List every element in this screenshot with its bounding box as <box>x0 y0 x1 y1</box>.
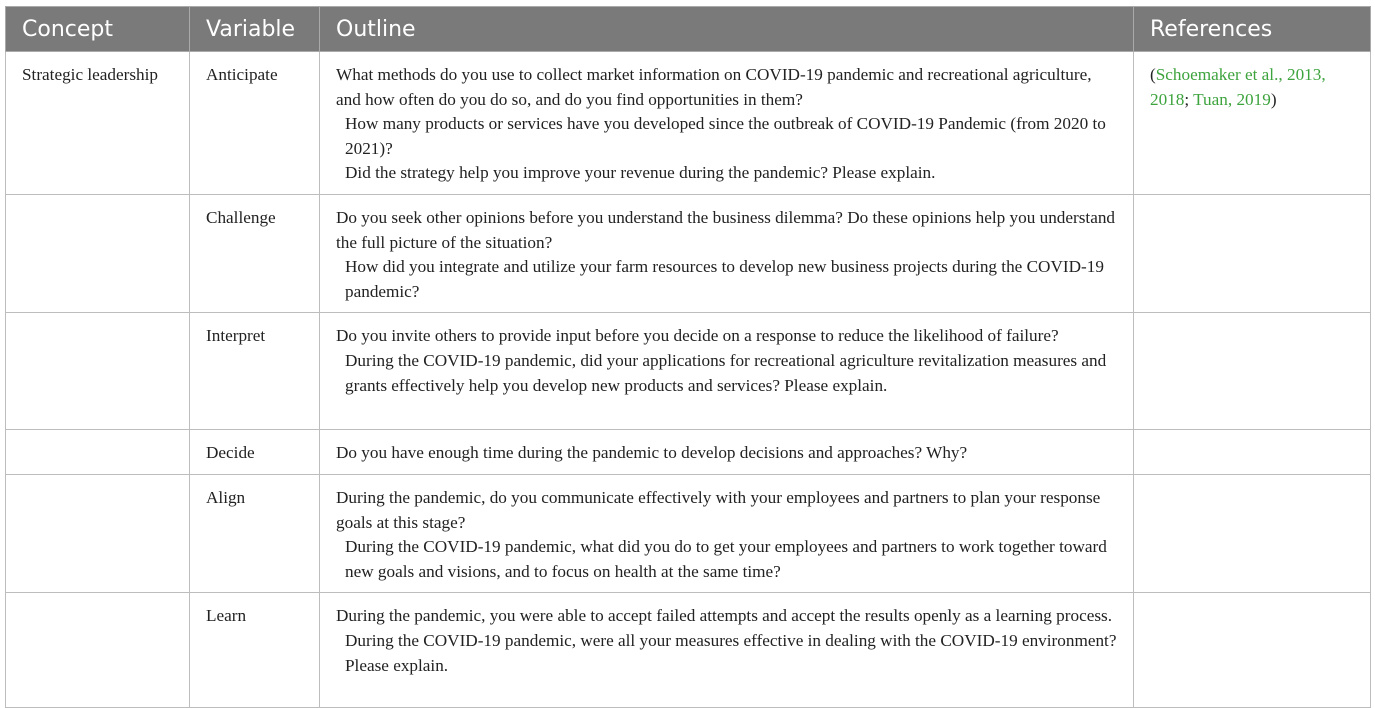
paren-close: ) <box>1270 89 1277 109</box>
outline-question: Did the strategy help you improve your revenue during the pandemic? Please explain. <box>345 163 936 183</box>
reference-separator: ; <box>1184 89 1194 109</box>
variable-cell: Interpret <box>190 313 320 430</box>
outline-question: Do you have enough time during the pandemic to develop decisions and approaches? Why? <box>336 443 968 463</box>
references-cell <box>1134 313 1371 430</box>
outline-question: During the COVID-19 pandemic, did your applications for recreational agriculture revitalization measures and grants effectively help you develop new products and services? Please explain. <box>345 350 1107 395</box>
concept-cell <box>6 474 190 592</box>
reference-link-tuan[interactable]: Tuan, 2019 <box>1193 89 1271 109</box>
header-references: References <box>1134 7 1371 52</box>
outline-question: How many products or services have you developed since the outbreak of COVID-19 Pandemic (from 2020 to 2021)? <box>345 114 1106 158</box>
concept-cell <box>6 313 190 430</box>
concept-cell <box>6 194 190 312</box>
outline-question: During the pandemic, you were able to accept failed attempts and accept the results openly as a learning process. <box>336 606 1113 626</box>
table-row <box>6 313 1371 430</box>
references-cell <box>1134 194 1371 312</box>
outline-question: During the COVID-19 pandemic, what did you do to get your employees and partners to work together toward new goals and visions, and to focus on health at the same time? <box>345 537 1107 581</box>
header-outline: Outline <box>320 7 1134 52</box>
outline-cell <box>320 474 1134 592</box>
variable-cell: Align <box>190 474 320 592</box>
paren-open: ( <box>1150 65 1156 84</box>
concept-cell <box>6 430 190 475</box>
header-concept: Concept <box>6 7 190 52</box>
table-row <box>6 430 1371 475</box>
concept-cell: Strategic leadership <box>6 52 190 195</box>
reference-link-schoemaker[interactable]: Schoemaker et al., 2013, 2018 <box>1150 65 1326 109</box>
outline-question: How did you integrate and utilize your farm resources to develop new business projects during the COVID-19 pandemic? <box>345 257 1104 301</box>
variable-cell: Challenge <box>190 194 320 312</box>
table-row <box>6 194 1371 312</box>
header-variable: Variable <box>190 7 320 52</box>
header-row <box>6 7 1371 52</box>
concept-cell <box>6 593 190 708</box>
references-cell <box>1134 474 1371 592</box>
references-cell <box>1134 52 1371 195</box>
variable-cell: Learn <box>190 593 320 708</box>
variable-cell: Anticipate <box>190 52 320 195</box>
outline-question: What methods do you use to collect market information on COVID-19 pandemic and recreational agriculture, and how often do you do so, and do you find opportunities in them? <box>336 65 1092 109</box>
outline-question: Do you seek other opinions before you understand the business dilemma? Do these opinions help you understand the full picture of the situation? <box>336 207 1116 252</box>
table-row <box>6 474 1371 592</box>
variable-cell: Decide <box>190 430 320 475</box>
outline-cell <box>320 313 1134 430</box>
interview-outline-table <box>5 6 1371 708</box>
references-cell <box>1134 593 1371 708</box>
references-cell <box>1134 430 1371 475</box>
table-row <box>6 52 1371 195</box>
table-row <box>6 593 1371 708</box>
outline-question: Do you invite others to provide input before you decide on a response to reduce the likelihood of failure? <box>336 326 1059 346</box>
outline-cell <box>320 430 1134 475</box>
outline-cell <box>320 194 1134 312</box>
outline-cell <box>320 52 1134 195</box>
outline-cell <box>320 593 1134 708</box>
outline-question: During the pandemic, do you communicate effectively with your employees and partners to plan your response goals at this stage? <box>336 487 1101 532</box>
outline-question: During the COVID-19 pandemic, were all your measures effective in dealing with the COVID-19 environment? Please explain. <box>345 630 1117 675</box>
